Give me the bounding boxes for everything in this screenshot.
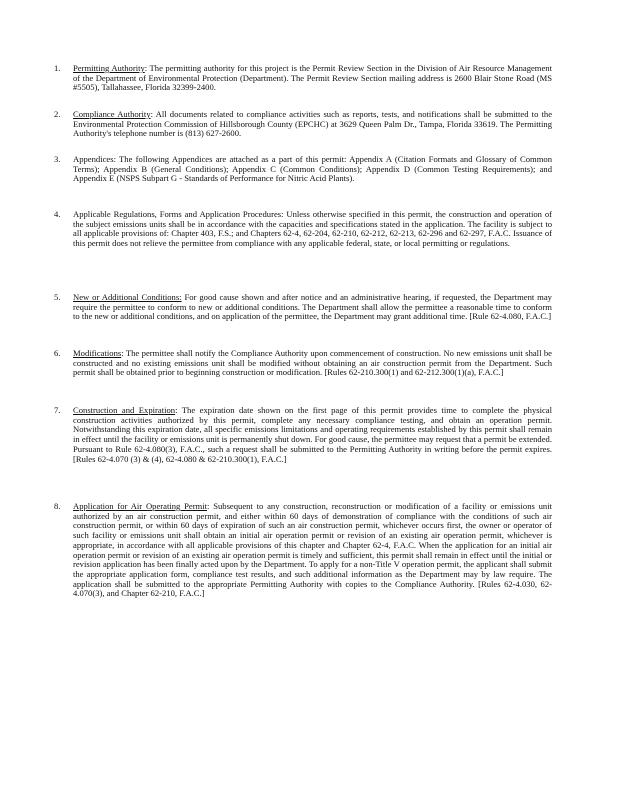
condition-body: Appendices: The following Appendices are attached as a part of this permit: Appendix A (Citation Formats and Glossary of Common Terms); Appendix B (General Conditions); Appendix C (Common Conditions); Appendix D (Common Testing Requirements); and Appendix E (NSPS Subpart G - Standards of Performance for Nitric Acid Plants). <box>73 154 552 184</box>
condition-body: Applicable Regulations, Forms and Application Procedures: Unless otherwise specified in this permit, the construction and operation of the subject emissions units shall be in accordance with the capacities and specifications stated in the application. The facility is subject to all applicable provisions of: Chapter 403, F.S.; and Chapters 62-4, 62-204, 62-210, 62-212, 62-213, 62-296 and 62-297, F.A.C. Issuance of this permit does not relieve the permittee from compliance with any applicable federal, state, or local permitting or regulations. <box>73 209 552 249</box>
condition-heading: Application for Air Operating Permit <box>73 501 208 511</box>
condition-number: 3. <box>54 154 61 164</box>
condition-text <box>73 502 552 599</box>
condition-text <box>73 64 552 93</box>
condition-number: 2. <box>54 109 61 119</box>
condition-number: 1. <box>54 63 61 73</box>
condition-text <box>73 155 552 184</box>
condition-body: : The expiration date shown on the first page of this permit provides time to complete the physical construction activities authorized by this permit, complete any necessary compliance testing, and obtain an operation permit. Notwithstanding this expiration date, all specific emissions limitations and operating requirements established by this permit shall remain in effect until the facility or emissions unit is permanently shut down. For good cause, the permittee may request that a permit be extended. Pursuant to Rule 62-4.080(3), F.A.C., such a request shall be submitted to the Permitting Authority in writing before the permit expires. [Rules 62-4.070 (3) & (4), 62-4.080 & 62-210.300(1), F.A.C.] <box>73 405 552 464</box>
condition-body: : All documents related to compliance activities such as reports, tests, and notifications shall be submitted to the Environmental Protection Commission of Hillsborough County (EPCHC) at 3629 Queen Palm Dr., Tampa, Florida 33619. The Permitting Authority's telephone number is (813) 627-2600. <box>73 109 553 139</box>
condition-heading: Modifications <box>73 348 122 358</box>
condition-text <box>73 349 552 378</box>
condition-text <box>73 406 552 464</box>
condition-number: 6. <box>54 348 61 358</box>
condition-body: : The permitting authority for this project is the Permit Review Section in the Division of Air Resource Management of the Department of Environmental Protection (Department). The Permit Review Section mailing address is 2600 Blair Stone Road (MS #5505), Tallahassee, Florida 32399-2400. <box>73 63 552 93</box>
condition-text <box>73 293 552 322</box>
condition-number: 8. <box>54 501 61 511</box>
condition-number: 7. <box>54 405 61 415</box>
condition-number: 5. <box>54 292 61 302</box>
condition-text <box>73 210 552 249</box>
condition-body: : The permittee shall notify the Compliance Authority upon commencement of construction. No new emissions unit shall be constructed and no existing emissions unit shall be modified without obtaining an air construction permit from the Department. Such permit shall be obtained prior to beginning construction or modification. [Rules 62-210.300(1) and 62-212.300(1)(a), F.A.C.] <box>73 348 552 378</box>
condition-body: For good cause shown and after notice and an administrative hearing, if requested, the Department may require the permittee to conform to new or additional conditions. The Department shall allow the permittee a reasonable time to conform to the new or additional conditions, and on application of the permittee, the Department may grant additional time. [Rule 62-4.080, F.A.C.] <box>73 292 552 322</box>
condition-heading: Construction and Expiration <box>73 405 176 415</box>
condition-text <box>73 110 552 139</box>
condition-number: 4. <box>54 209 61 219</box>
condition-heading: Compliance Authority <box>73 109 151 119</box>
condition-heading: Permitting Authority <box>73 63 145 73</box>
condition-heading: New or Additional Conditions: <box>73 292 182 302</box>
condition-body: : Subsequent to any construction, reconstruction or modification of a facility or emissions unit authorized by an air construction permit, and either within 60 days of demonstration of compliance with the conditions of such air construction permit, or within 60 days of expiration of such an air construction permit, whichever occurs first, the owner or operator of such facility or emissions unit shall obtain an initial air operation permit or revision of an existing air operation permit, whichever is appropriate, in accordance with all applicable provisions of this chapter and Chapter 62-4, F.A.C. When the application for an initial air operation permit or revision of an existing air operation permit is timely and sufficient, this permit shall remain in effect until the initial or revision application has been finally acted upon by the Department. To apply for a non-Title V operation permit, the applicant shall submit the appropriate application form, compliance test results, and such additional information as the Department may by law require. The application shall be submitted to the appropriate Permitting Authority with copies to the Compliance Authority. [Rules 62-4.030, 62-4.070(3), and Chapter 62-210, F.A.C.] <box>73 501 552 599</box>
